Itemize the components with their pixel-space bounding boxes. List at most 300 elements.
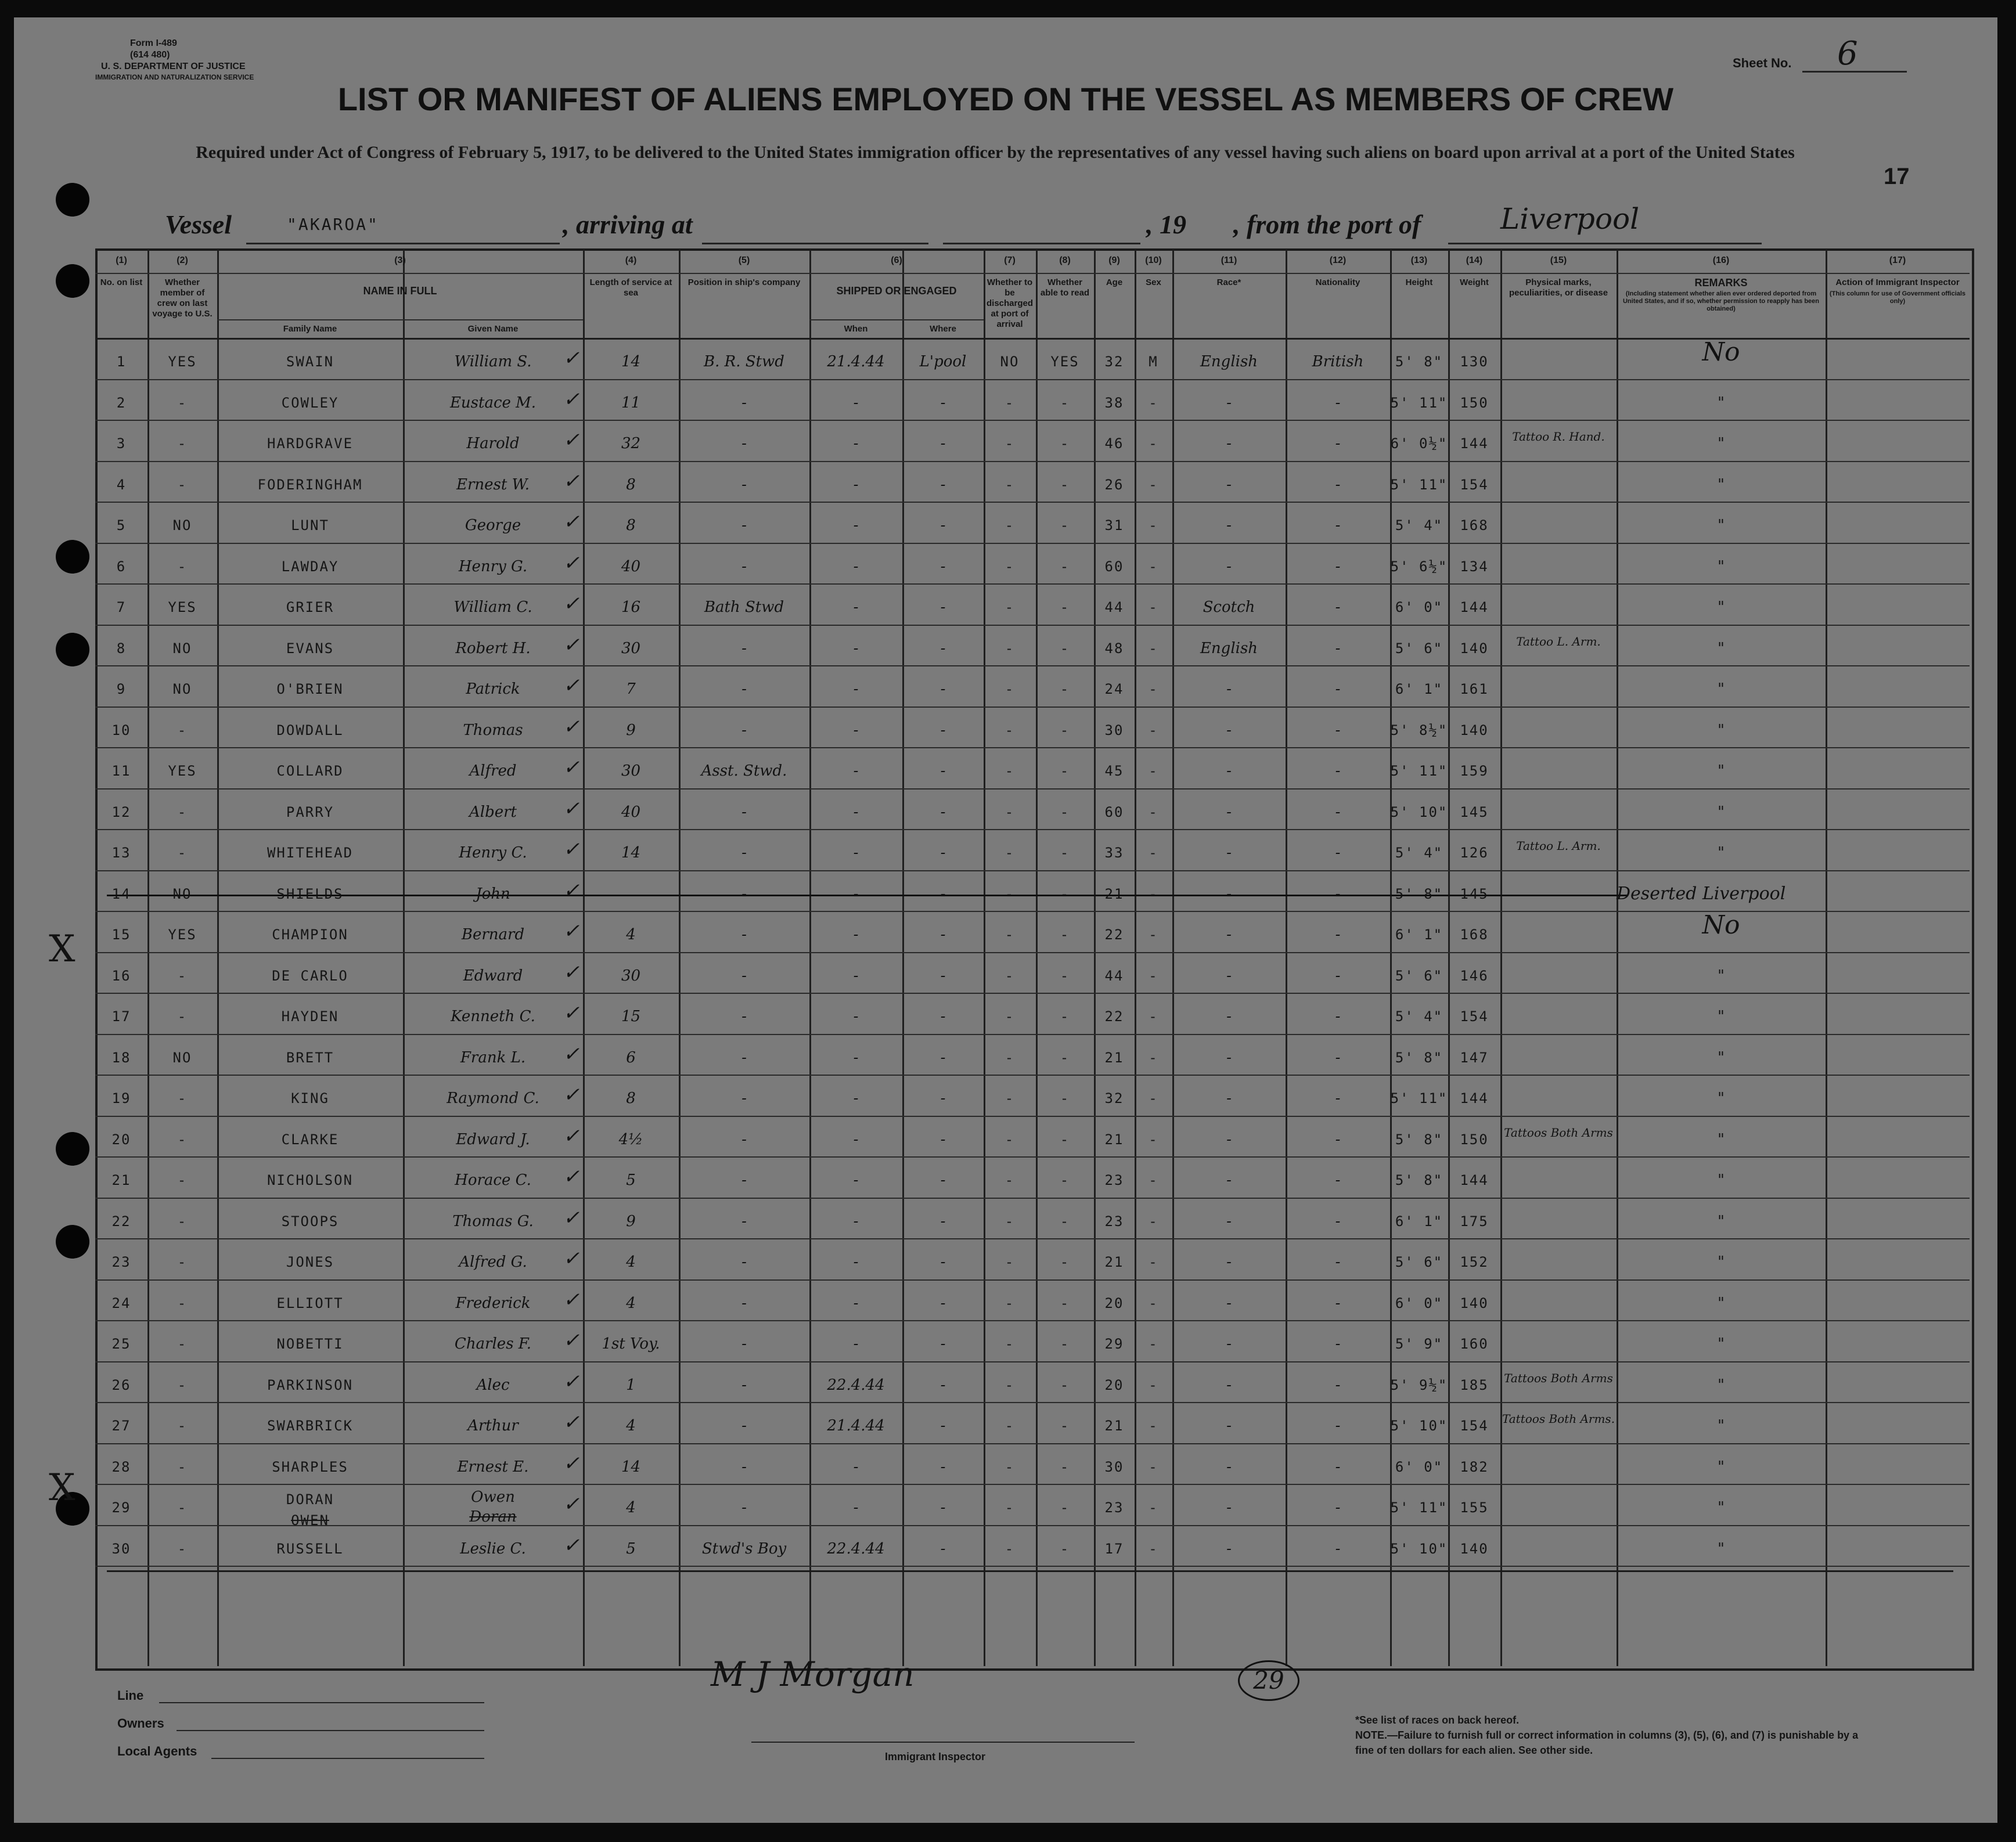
column-number: (14)	[1466, 255, 1483, 265]
cell-no: 24	[111, 1295, 131, 1311]
row-divider	[95, 502, 1970, 503]
cell-age: 29	[1104, 1336, 1124, 1352]
cell-when: -	[853, 1212, 859, 1230]
row-divider	[95, 1198, 1970, 1199]
cell-service: 40	[621, 803, 641, 821]
cell-age: 30	[1104, 1458, 1124, 1475]
cell-prev: YES	[168, 927, 197, 943]
cell-nationality: -	[1335, 599, 1341, 616]
cell-read: -	[1060, 1254, 1070, 1270]
column-divider	[1036, 250, 1038, 1666]
cell-given: Thomas	[463, 721, 523, 739]
cell-no: 20	[111, 1131, 131, 1148]
cell-given: Arthur	[467, 1417, 519, 1434]
cell-weight: 140	[1460, 1540, 1489, 1557]
row-divider	[95, 829, 1970, 830]
cell-nationality: -	[1335, 803, 1341, 821]
penalty-footnote: NOTE.—Failure to furnish full or correct information in columns (3), (5), (6), and (7) is punishable by a fine of ten dollars for each alien. See other side.	[1355, 1729, 1859, 1756]
cell-given: Owen	[471, 1488, 515, 1506]
tick-mark-icon: ✓	[563, 1165, 580, 1188]
cell-no: 1	[116, 354, 127, 370]
column-divider	[1172, 250, 1174, 1666]
cell-sex: -	[1149, 803, 1158, 820]
column-divider	[1286, 250, 1287, 1666]
line-field	[159, 1702, 484, 1703]
tick-mark-icon: ✓	[563, 1247, 580, 1270]
cell-no: 25	[111, 1336, 131, 1352]
row-divider	[95, 788, 1970, 790]
binder-hole	[56, 183, 89, 217]
cell-position: -	[741, 926, 747, 943]
vessel-label: Vessel	[165, 210, 232, 239]
cell-discharged: -	[1005, 763, 1015, 779]
tick-mark-icon: ✓	[563, 1042, 580, 1066]
cell-race: -	[1226, 1130, 1232, 1148]
tick-mark-icon: ✓	[563, 1451, 580, 1475]
cell-age: 44	[1104, 967, 1124, 984]
cell-no: 28	[111, 1458, 131, 1475]
cell-prev: NO	[172, 885, 192, 902]
cell-position: -	[741, 1212, 747, 1230]
cell-discharged: -	[1005, 1049, 1015, 1066]
cell-when: -	[853, 517, 859, 534]
cell-service: 4	[626, 926, 636, 943]
cell-position: -	[741, 1294, 747, 1312]
crew-table	[95, 248, 1974, 1671]
cell-where: -	[940, 1540, 946, 1558]
cell-discharged: -	[1005, 476, 1015, 493]
cell-race: English	[1200, 639, 1258, 657]
cell-age: 32	[1104, 1090, 1124, 1106]
cell-age: 48	[1104, 640, 1124, 657]
cell-height: 5' 10"	[1390, 1418, 1448, 1434]
cell-family: STOOPS	[281, 1213, 339, 1230]
cell-prev: NO	[172, 1049, 192, 1066]
cell-position: -	[741, 803, 747, 821]
cell-service: 4½	[618, 1130, 643, 1148]
cell-weight: 130	[1460, 354, 1489, 370]
cell-nationality: -	[1335, 517, 1341, 534]
cell-sex: -	[1149, 885, 1158, 902]
cell-height: 5' 8"	[1395, 1131, 1443, 1148]
cell-no: 19	[111, 1090, 131, 1106]
cell-race: -	[1226, 885, 1232, 903]
cell-when: -	[853, 475, 859, 493]
cell-where: -	[940, 394, 946, 412]
cell-sex: -	[1149, 558, 1158, 575]
column-subheader: Given Name	[467, 324, 519, 334]
cell-given: Edward J.	[456, 1130, 530, 1148]
tick-mark-icon: ✓	[563, 592, 580, 615]
cell-sex: -	[1149, 1213, 1158, 1230]
cell-given: Bernard	[461, 926, 525, 943]
cell-read: -	[1060, 1090, 1070, 1106]
cell-nationality: -	[1335, 680, 1341, 698]
cell-discharged: -	[1005, 885, 1015, 902]
cell-read: -	[1060, 1336, 1070, 1352]
cell-read: -	[1060, 803, 1070, 820]
cell-position: -	[741, 1376, 747, 1394]
cell-position: -	[741, 394, 747, 412]
cell-when: -	[853, 1008, 859, 1025]
column-number: (15)	[1550, 255, 1567, 265]
cell-prev: -	[177, 1458, 188, 1475]
cell-sex: -	[1149, 722, 1158, 738]
column-number: (10)	[1145, 255, 1162, 265]
cell-prev: YES	[168, 599, 197, 615]
cell-race: -	[1226, 762, 1232, 780]
cell-where: -	[940, 435, 946, 452]
cell-nationality: -	[1335, 394, 1341, 412]
cell-remarks: "	[1718, 721, 1725, 739]
cell-height: 5' 6"	[1395, 640, 1443, 657]
column-header: Nationality	[1315, 277, 1360, 287]
cell-where: -	[940, 639, 946, 657]
cell-age: 23	[1104, 1172, 1124, 1188]
cell-given: William S.	[454, 353, 532, 370]
cell-family: HAYDEN	[281, 1008, 339, 1025]
cell-race: -	[1226, 1048, 1232, 1066]
column-header: Height	[1405, 277, 1433, 287]
cell-discharged: -	[1005, 1090, 1015, 1106]
cell-no: 11	[111, 763, 131, 779]
cell-remarks: "	[1718, 435, 1725, 452]
cell-where: -	[940, 1458, 946, 1476]
tick-mark-icon: ✓	[563, 878, 580, 902]
cell-prev: -	[177, 476, 188, 493]
tick-mark-icon: ✓	[563, 838, 580, 861]
cell-marks: Tattoo L. Arm.	[1516, 634, 1601, 648]
cell-where: -	[940, 1499, 946, 1516]
cell-given-struck: Doran	[469, 1508, 517, 1526]
cell-position: -	[741, 1130, 747, 1148]
binder-hole	[56, 1132, 89, 1166]
column-number: (4)	[625, 255, 637, 265]
cell-given: Leslie C.	[460, 1540, 526, 1558]
column-number: (5)	[738, 255, 750, 265]
column-number: (9)	[1108, 255, 1120, 265]
header-subdivider	[95, 273, 1970, 274]
cell-no: 12	[111, 803, 131, 820]
cell-where: -	[940, 721, 946, 739]
cell-position: Asst. Stwd.	[701, 762, 787, 780]
cell-family: DOWDALL	[276, 722, 344, 738]
cell-nationality: -	[1335, 1335, 1341, 1353]
row-divider	[95, 1156, 1970, 1158]
column-number: (3)	[394, 255, 406, 265]
cell-service: 6	[626, 1048, 636, 1066]
cell-where: -	[940, 680, 946, 698]
cell-family: SWAIN	[286, 354, 334, 370]
cell-nationality: -	[1335, 1212, 1341, 1230]
cell-remarks: "	[1718, 1294, 1725, 1312]
tick-mark-icon: ✓	[563, 469, 580, 493]
row-divider	[95, 706, 1970, 708]
cell-height: 5' 8"	[1395, 1049, 1443, 1066]
cell-no: 23	[111, 1254, 131, 1270]
tick-mark-icon: ✓	[563, 756, 580, 779]
cell-given: Albert	[469, 803, 517, 821]
cell-when: -	[853, 394, 859, 412]
cell-no: 15	[111, 927, 131, 943]
row-divider	[95, 1116, 1970, 1117]
column-divider	[1135, 250, 1136, 1666]
cell-sex: -	[1149, 1090, 1158, 1106]
cell-remarks: "	[1718, 1417, 1725, 1434]
cell-read: -	[1060, 845, 1070, 861]
cell-race: -	[1226, 475, 1232, 493]
cell-no: 9	[116, 681, 127, 697]
vessel-line	[246, 243, 560, 244]
cell-nationality: -	[1335, 1417, 1341, 1434]
cell-discharged: -	[1005, 394, 1015, 411]
cell-age: 31	[1104, 517, 1124, 534]
cell-given: Thomas G.	[452, 1212, 534, 1230]
cell-where: -	[940, 1171, 946, 1189]
cell-prev: -	[177, 435, 188, 452]
cell-height: 6' 1"	[1395, 927, 1443, 943]
cell-service: 5	[626, 1540, 636, 1558]
cell-given: John	[476, 885, 510, 903]
cell-age: 33	[1104, 845, 1124, 861]
cell-age: 23	[1104, 1499, 1124, 1516]
cell-given: Alfred G.	[459, 1253, 527, 1271]
cell-weight: 140	[1460, 1295, 1489, 1311]
cell-sex: -	[1149, 640, 1158, 657]
cell-when: 22.4.44	[827, 1540, 885, 1558]
cell-weight: 168	[1460, 927, 1489, 943]
cell-race: -	[1226, 680, 1232, 698]
cell-read: -	[1060, 967, 1070, 984]
cell-sex: -	[1149, 1499, 1158, 1516]
cell-read: -	[1060, 722, 1070, 738]
cell-weight: 152	[1460, 1254, 1489, 1270]
cell-weight: 175	[1460, 1213, 1489, 1230]
cell-service: 5	[626, 1171, 636, 1189]
cell-nationality: -	[1335, 1294, 1341, 1312]
cell-no: 2	[116, 394, 127, 411]
cell-race: -	[1226, 967, 1232, 985]
cell-position: -	[741, 1458, 747, 1476]
cell-no: 3	[116, 435, 127, 452]
cell-discharged: NO	[1000, 354, 1020, 370]
cell-prev: -	[177, 394, 188, 411]
cell-no: 22	[111, 1213, 131, 1230]
cell-no: 10	[111, 722, 131, 738]
cell-remarks: "	[1718, 639, 1725, 657]
cell-age: 24	[1104, 681, 1124, 697]
cell-nationality: -	[1335, 1458, 1341, 1476]
column-header: REMARKS	[1694, 277, 1748, 289]
cell-sex: -	[1149, 681, 1158, 697]
cell-marks: Tattoos Both Arms	[1504, 1371, 1613, 1385]
form-number: Form I-489	[130, 38, 177, 48]
cell-given: William C.	[453, 599, 532, 616]
row-divider	[95, 665, 1970, 666]
cell-remarks: "	[1718, 557, 1725, 575]
cell-height: 6' 0"	[1395, 1295, 1443, 1311]
cell-race: -	[1226, 1417, 1232, 1434]
cell-race: -	[1226, 844, 1232, 861]
cell-read: -	[1060, 435, 1070, 452]
cell-remarks: "	[1718, 1130, 1725, 1148]
column-header: Whether able to read	[1040, 277, 1090, 298]
cell-read: -	[1060, 1049, 1070, 1066]
cell-position: -	[741, 1499, 747, 1516]
cell-given: Robert H.	[455, 639, 531, 657]
column-number: (12)	[1329, 255, 1347, 265]
row-divider	[95, 461, 1970, 462]
cell-remarks: "	[1718, 394, 1725, 412]
cell-when: -	[853, 926, 859, 943]
cell-prev: NO	[172, 640, 192, 657]
corner-number: 17	[1884, 164, 1910, 189]
column-number: (8)	[1059, 255, 1071, 265]
cell-weight: 159	[1460, 763, 1489, 779]
cell-where: -	[940, 517, 946, 534]
cell-remarks: "	[1718, 1335, 1725, 1353]
column-number: (2)	[177, 255, 188, 265]
cell-sex: -	[1149, 599, 1158, 615]
cell-age: 22	[1104, 927, 1124, 943]
cell-nationality: -	[1335, 721, 1341, 739]
line-label: Line	[117, 1688, 144, 1703]
row-divider	[95, 870, 1970, 871]
cell-discharged: -	[1005, 1008, 1015, 1025]
owners-label: Owners	[117, 1716, 164, 1731]
cell-when: 21.4.44	[827, 353, 885, 370]
cell-race: -	[1226, 1090, 1232, 1107]
cell-weight: 147	[1460, 1049, 1489, 1066]
cell-prev: -	[177, 1336, 188, 1352]
cell-where: -	[940, 885, 946, 903]
cell-given: Charles F.	[454, 1335, 532, 1353]
cell-race: -	[1226, 1008, 1232, 1025]
cell-service: 4	[626, 1417, 636, 1434]
cell-height: 5' 9½"	[1390, 1376, 1448, 1393]
cell-family: HARDGRAVE	[267, 435, 354, 452]
cell-family: FODERINGHAM	[257, 476, 363, 493]
inspector-signature: M J Morgan	[711, 1654, 915, 1694]
cell-discharged: -	[1005, 1540, 1015, 1557]
column-header: Whether to be discharged at port of arrival	[986, 277, 1034, 329]
cell-race: -	[1226, 1212, 1232, 1230]
row-divider	[95, 583, 1970, 585]
sheet-number-line	[1802, 71, 1907, 73]
cell-read: YES	[1050, 354, 1079, 370]
cell-no: 21	[111, 1172, 131, 1188]
cell-family: PARRY	[286, 803, 334, 820]
tick-mark-icon: ✓	[563, 1533, 580, 1557]
form-code: (614 480)	[130, 50, 170, 60]
cell-no: 5	[116, 517, 127, 534]
cell-family: O'BRIEN	[276, 681, 344, 697]
cell-given: Edward	[463, 967, 523, 985]
cell-nationality: -	[1335, 1540, 1341, 1558]
cell-when: -	[853, 762, 859, 780]
cell-race: -	[1226, 926, 1232, 943]
column-header: Sex	[1146, 277, 1161, 287]
column-header: Length of service at sea	[589, 277, 672, 298]
cell-weight: 160	[1460, 1336, 1489, 1352]
cell-age: 22	[1104, 1008, 1124, 1025]
column-header: Weight	[1460, 277, 1489, 287]
cell-read: -	[1060, 927, 1070, 943]
cell-service: 14	[621, 353, 641, 370]
cell-discharged: -	[1005, 1295, 1015, 1311]
tick-mark-icon: ✓	[563, 387, 580, 411]
cell-where: -	[940, 1335, 946, 1353]
cell-read: -	[1060, 599, 1070, 615]
service-name: IMMIGRATION AND NATURALIZATION SERVICE	[95, 73, 254, 81]
cell-service: 4	[626, 1499, 636, 1516]
cell-service: 14	[621, 1458, 641, 1476]
row-divider	[95, 379, 1970, 380]
cell-remarks: "	[1718, 599, 1725, 616]
cell-when: 21.4.44	[827, 1417, 885, 1434]
cell-race: -	[1226, 1171, 1232, 1189]
cell-age: 45	[1104, 763, 1124, 779]
cell-age: 21	[1104, 1418, 1124, 1434]
cell-family: EVANS	[286, 640, 334, 657]
cell-read: -	[1060, 1213, 1070, 1230]
column-header: No. on list	[100, 277, 143, 287]
cell-remarks: "	[1718, 1048, 1725, 1066]
cell-race: -	[1226, 803, 1232, 821]
cell-discharged: -	[1005, 722, 1015, 738]
cell-family: SHIELDS	[276, 885, 344, 902]
page-subtitle: Required under Act of Congress of February 5, 1917, to be delivered to the United States immigration officer by the representatives of any vessel having such aliens on board upon arrival at a port of the United States	[196, 143, 1795, 162]
cell-discharged: -	[1005, 1499, 1015, 1516]
column-divider	[902, 250, 904, 1666]
cell-family: CHAMPION	[272, 927, 348, 943]
cell-age: 21	[1104, 885, 1124, 902]
column-number: (11)	[1221, 255, 1237, 265]
cell-prev: NO	[172, 681, 192, 697]
cell-where: -	[940, 803, 946, 821]
column-subheader: Where	[930, 324, 956, 334]
column-note: (This column for use of Government officials only)	[1829, 290, 1966, 305]
cell-discharged: -	[1005, 558, 1015, 575]
cell-nationality: -	[1335, 967, 1341, 985]
cell-read: -	[1060, 1499, 1070, 1516]
cell-when: -	[853, 1458, 859, 1476]
vessel-name: "AKAROA"	[287, 215, 379, 234]
cell-weight: 182	[1460, 1458, 1489, 1475]
cell-service: 40	[621, 557, 641, 575]
cell-service: 4	[626, 1253, 636, 1271]
cell-nationality: -	[1335, 1499, 1341, 1516]
cell-read: -	[1060, 1540, 1070, 1557]
cell-when: -	[853, 844, 859, 861]
cell-service: 8	[626, 475, 636, 493]
cell-weight: 134	[1460, 558, 1489, 575]
row-divider	[95, 952, 1970, 953]
tick-mark-icon: ✓	[563, 1001, 580, 1025]
header-divider	[95, 338, 1970, 340]
cell-service: 30	[621, 639, 641, 657]
row-divider	[95, 1279, 1970, 1281]
binder-hole	[56, 1225, 89, 1259]
cell-when: -	[853, 1048, 859, 1066]
cell-nationality: -	[1335, 1253, 1341, 1271]
cell-height: 5' 11"	[1390, 763, 1448, 779]
tick-mark-icon: ✓	[563, 551, 580, 575]
column-divider	[1826, 250, 1827, 1666]
agents-field	[211, 1758, 484, 1759]
cell-service: 14	[621, 844, 641, 861]
year-label: , 19	[1146, 210, 1186, 239]
